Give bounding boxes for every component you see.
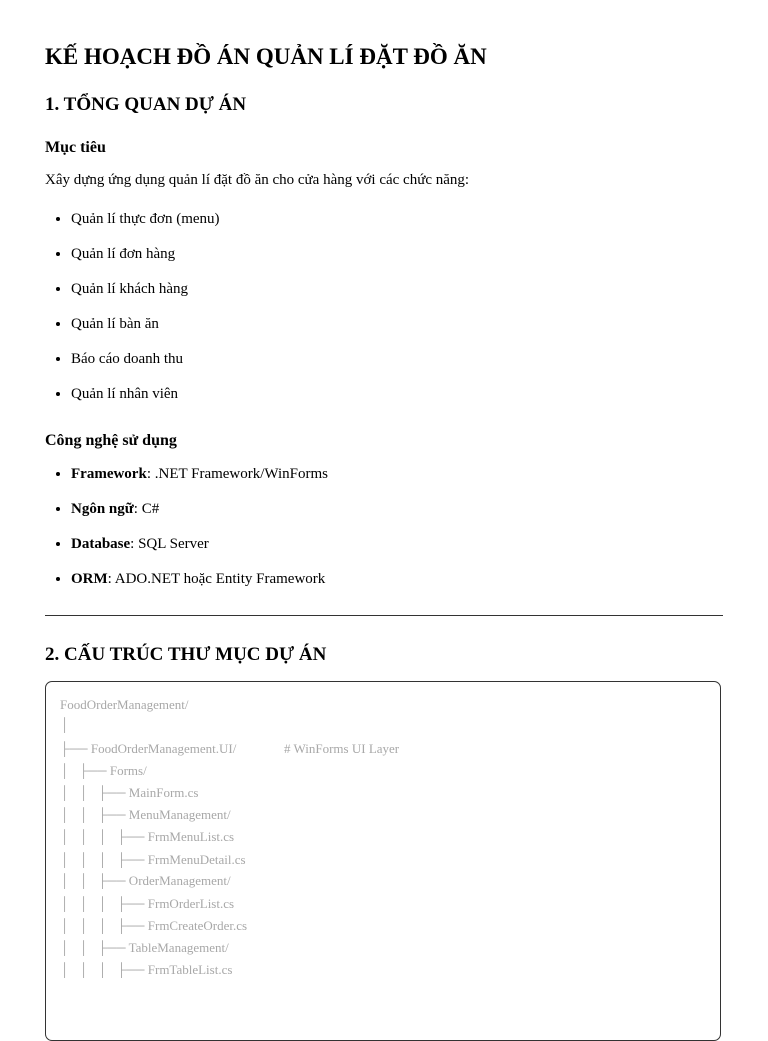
tech-item bbox=[71, 465, 328, 483]
folder-structure-code-block bbox=[45, 681, 721, 1041]
tech-label: Database bbox=[71, 536, 131, 552]
tree-line: │ bbox=[60, 717, 70, 732]
tree-line: │ │ ├── OrderManagement/ bbox=[60, 873, 231, 888]
tree-line: │ │ ├── MainForm.cs bbox=[60, 785, 199, 800]
goal-item: • Quản lí nhân viên bbox=[71, 385, 220, 403]
document-title: KẾ HOẠCH ĐỒ ÁN QUẢN LÍ ĐẶT ĐỒ ĂN bbox=[45, 44, 487, 69]
goal-item: • Quản lí đơn hàng bbox=[71, 245, 220, 263]
tree-line: │ │ │ ├── FrmOrderList.cs bbox=[60, 896, 235, 911]
tree-line: │ │ │ ├── FrmMenuDetail.cs bbox=[60, 852, 246, 867]
tree-comment: # WinForms UI Layer bbox=[284, 741, 400, 756]
goal-intro: Xây dựng ứng dụng quản lí đặt đồ ăn cho cửa hàng với các chức năng: bbox=[45, 172, 470, 188]
tree-line: │ ├── Forms/ bbox=[60, 763, 147, 778]
section-2-heading: 2. CẤU TRÚC THƯ MỤC DỰ ÁN bbox=[45, 644, 327, 665]
tech-list bbox=[45, 465, 328, 588]
tech-value: : SQL Server bbox=[130, 536, 209, 552]
tech-item bbox=[71, 570, 328, 588]
tree-line: FoodOrderManagement/ bbox=[60, 697, 189, 712]
section-divider bbox=[45, 615, 723, 616]
tech-value: : ADO.NET hoặc Entity Framework bbox=[107, 571, 326, 587]
tree-line: │ │ │ ├── FrmTableList.cs bbox=[60, 962, 233, 977]
tech-label: Framework bbox=[71, 466, 147, 482]
goal-item: • Quản lí thực đơn (menu) bbox=[71, 210, 220, 228]
tree-line: │ │ ├── MenuManagement/ bbox=[60, 807, 231, 822]
tree-line: │ │ │ ├── FrmMenuList.cs bbox=[60, 829, 235, 844]
tech-label: ORM bbox=[71, 571, 108, 587]
tech-item bbox=[71, 500, 328, 518]
tech-item bbox=[71, 535, 328, 553]
tree-line: ├── FoodOrderManagement.UI/ bbox=[60, 741, 237, 756]
tech-value: : C# bbox=[133, 501, 160, 517]
section-1-heading: 1. TỔNG QUAN DỰ ÁN bbox=[45, 94, 247, 115]
goal-list bbox=[45, 210, 220, 403]
tech-label: Ngôn ngữ bbox=[71, 501, 134, 517]
goal-heading: Mục tiêu bbox=[45, 139, 106, 156]
goal-item: • Quản lí khách hàng bbox=[71, 280, 220, 298]
goal-item: • Quản lí bàn ăn bbox=[71, 315, 220, 333]
goal-item: • Báo cáo doanh thu bbox=[71, 350, 220, 368]
tech-heading: Công nghệ sử dụng bbox=[45, 432, 177, 449]
tech-value: : .NET Framework/WinForms bbox=[146, 466, 328, 482]
tree-line: │ │ ├── TableManagement/ bbox=[60, 940, 229, 955]
tree-line: │ │ │ ├── FrmCreateOrder.cs bbox=[60, 918, 248, 933]
